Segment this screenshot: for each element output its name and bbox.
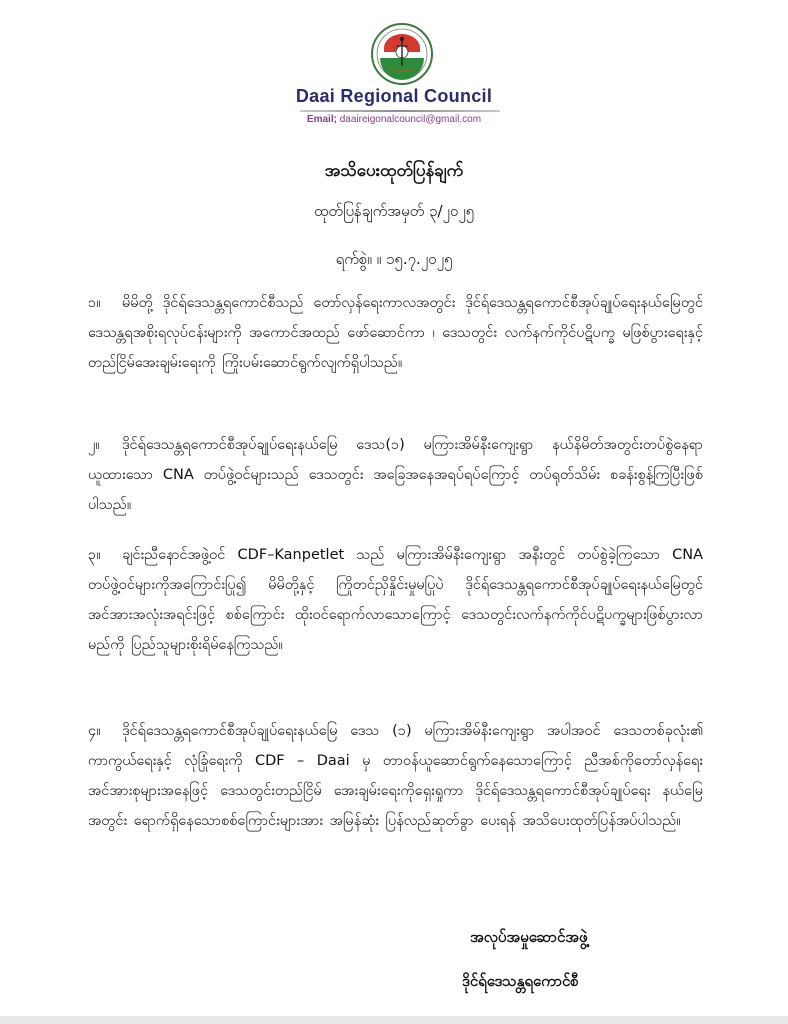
email-line [0,114,788,125]
document-date: ရက်စွဲ။ ။ ၁၅.၇.၂၀၂၅ [335,250,453,268]
signature-line-1: အလုပ်အမှုဆောင်အဖွဲ့ [470,928,588,946]
email-label: Email; [306,114,337,125]
header-divider [300,110,500,112]
paragraph-2 [88,430,703,520]
organization-name: Daai Regional Council [295,86,493,106]
paragraph-4 [88,716,703,836]
council-logo-emblem [370,22,434,86]
document-reference: ထုတ်ပြန်ချက်အမှတ် ၃/၂၀၂၅ [313,202,475,220]
paragraph-1 [88,288,703,378]
paragraph-number: ၄။ [88,723,101,739]
paragraph-text: ဒိုင်ရ်ဒေသန္တရကောင်စီအုပ်ချုပ်ရေးနယ်မြေ ဒေသ(၁) မကြားအိမ်နီးကျေးရွာ နယ်နိမိတ်အတွင်းတပ်စွဲနေရာယူထားသော CNA တပ်ဖွဲ့ဝင်များသည် ဒေသတွင်း အခြေအနေအရပ်ရပ်ကြောင့် တပ်ရုတ်သိမ်း စခန်းစွန့်ကြပြီးဖြစ်ပါသည်။ [88,437,703,513]
email-address: daaireigonalcouncil@gmail.com [339,114,482,125]
page-bottom-edge [0,1016,788,1024]
paragraph-text: မိမိတို့ ဒိုင်ရ်ဒေသန္တရကောင်စီသည် တော်လှန်ရေးကာလအတွင်း ဒိုင်ရ်ဒေသန္တရကောင်စီအုပ်ချုပ်ရေးနယ်မြေတွင် ဒေသန္တရအစိုးရလုပ်ငန်းများကို အကောင်အထည် ဖော်ဆောင်ကာ ၊ ဒေသတွင်း လက်နက်ကိုင်ပဋိပက္ခ မဖြစ်ပွားရေးနှင့် တည်ငြိမ်အေးချမ်းရေးကို ကြိုးပမ်းဆောင်ရွက်လျက်ရှိပါသည်။ [88,295,703,371]
paragraph-number: ၃။ [88,547,101,563]
document-title: အသိပေးထုတ်ပြန်ချက် [324,161,464,181]
signature-line-2: ဒိုင်ရ်ဒေသန္တရကောင်စီ [462,972,579,990]
paragraph-number: ၁။ [88,295,101,311]
paragraph-text: ချင်းညီနောင်အဖွဲ့ဝင် CDF–Kanpetlet သည် မကြားအိမ်နီးကျေးရွာ အနီးတွင် တပ်စွဲခဲ့ကြသော CNA တပ်ဖွဲ့ဝင်များကိုအကြောင်းပြု၍ မိမိတို့နှင့် ကြိုတင်ညှိနှိုင်းမှုမပြုပဲ ဒိုင်ရ်ဒေသန္တရကောင်စီအုပ်ချုပ်ရေးနယ်မြေတွင် အင်အားအလုံးအရင်းဖြင့် စစ်ကြောင်း ထိုးဝင်ရောက်လာသောကြောင့် ဒေသတွင်းလက်နက်ကိုင်ပဋိပက္ခများဖြစ်ပွားလာ မည်ကို ပြည်သူများစိုးရိမ်နေကြသည်။ [88,547,703,653]
paragraph-number: ၂။ [88,437,100,453]
paragraph-3 [88,540,703,660]
paragraph-text: ဒိုင်ရ်ဒေသန္တရကောင်စီအုပ်ချုပ်ရေးနယ်မြေ ဒေသ (၁) မကြားအိမ်နီးကျေးရွာ အပါအဝင် ဒေသတစ်ခုလုံး၏ ကာကွယ်ရေးနှင့် လုံခြုံရေးကို CDF – Daai မှ တာဝန်ယူဆောင်ရွက်နေသောကြောင့် ညီအစ်ကိုတော်လှန်ရေး အင်အားစုများအနေဖြင့် ဒေသတွင်းတည်ငြိမ် အေးချမ်းရေးကိုရှေးရှုကာ ဒိုင်ရ်ဒေသန္တရကောင်စီအုပ်ချုပ်ရေး နယ်မြေအတွင်း ရောက်ရှိနေသောစစ်ကြောင်းများအား အမြန်ဆုံး ပြန်လည်ဆုတ်ခွာ ပေးရန် အသိပေးထုတ်ပြန်အပ်ပါသည်။ [88,723,703,829]
